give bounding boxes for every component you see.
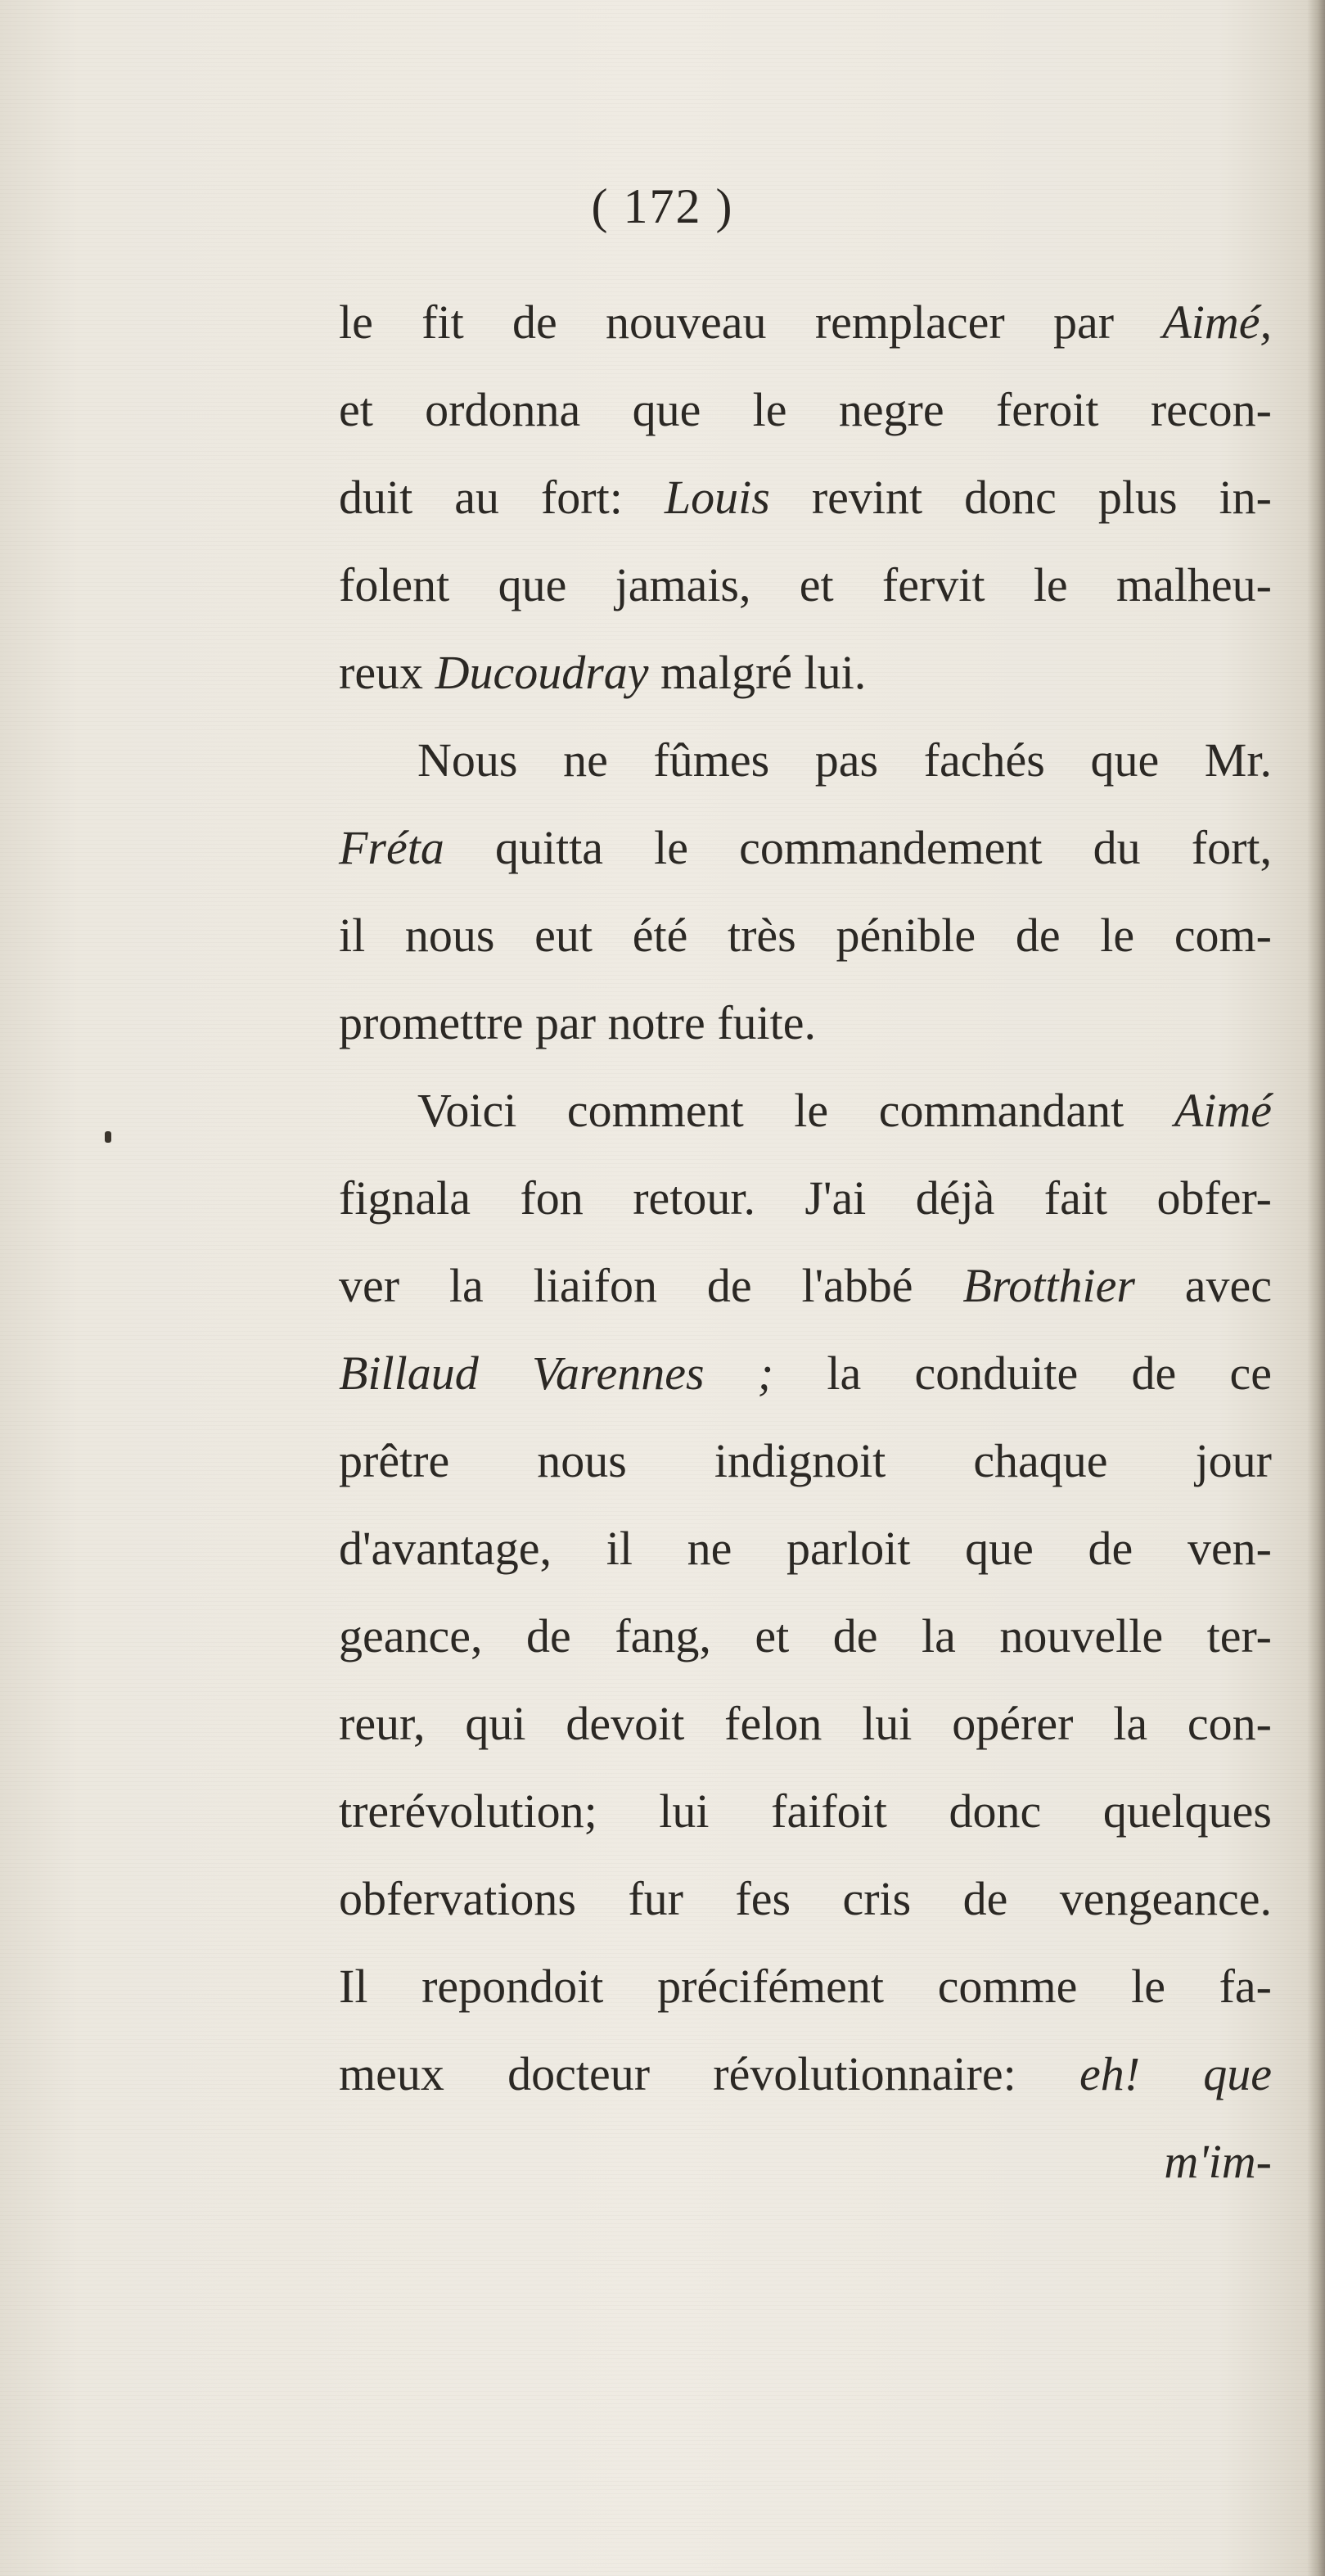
text-line (339, 716, 1272, 804)
italic-text: Billaud Varennes ; (339, 1347, 774, 1400)
text-segment: fignala fon retour. J'ai déjà fait obfer- (339, 1171, 1272, 1225)
text-line (339, 891, 1272, 979)
text-line (339, 1942, 1272, 2030)
text-line (339, 1067, 1272, 1154)
italic-text: Louis (664, 471, 770, 524)
italic-text: Brotthier (962, 1259, 1135, 1312)
text-line (339, 1154, 1272, 1242)
text-line (339, 278, 1272, 366)
text-segment: Voici comment le commandant (417, 1084, 1174, 1137)
italic-text: Ducoudray (435, 646, 649, 699)
italic-text: eh! que (1079, 2047, 1272, 2100)
text-line (339, 1329, 1272, 1417)
text-segment: duit au fort: (339, 471, 665, 524)
text-segment: trerévolution; lui faifoit donc quelques (339, 1784, 1272, 1838)
text-segment: le fit de nouveau remplacer par (339, 295, 1163, 349)
text-segment: geance, de fang, et de la nouvelle ter- (339, 1609, 1272, 1662)
italic-text: Fréta (339, 821, 444, 874)
text-line (339, 1242, 1272, 1329)
text-segment: malgré lui. (648, 646, 867, 699)
text-line (339, 1592, 1272, 1680)
body-text (339, 278, 1272, 2205)
text-line (339, 541, 1272, 629)
text-line (339, 1680, 1272, 1767)
text-segment: reux (339, 646, 435, 699)
text-segment: il nous eut été très pénible de le com- (339, 909, 1272, 962)
italic-text: Aimé, (1162, 295, 1272, 349)
text-segment: promettre par notre fuite. (339, 996, 816, 1049)
text-segment: Il repondoit précifément comme le fa- (339, 1960, 1272, 2013)
ink-mark (105, 1131, 111, 1143)
text-line (339, 1855, 1272, 1942)
text-line (339, 804, 1272, 891)
page-number: ( 172 ) (591, 179, 734, 233)
text-segment: avec (1134, 1259, 1273, 1312)
text-line (339, 629, 1272, 716)
text-segment: et ordonna que le negre feroit recon- (339, 383, 1272, 436)
text-line (339, 2030, 1272, 2118)
text-line (339, 366, 1272, 453)
text-segment: Nous ne fûmes pas fachés que Mr. (417, 733, 1272, 787)
text-line (339, 1505, 1272, 1592)
text-segment: la conduite de ce (773, 1347, 1272, 1400)
text-line (339, 979, 1272, 1067)
text-segment: ver la liaifon de l'abbé (339, 1259, 963, 1312)
text-segment: d'avantage, il ne parloit que de ven- (339, 1522, 1272, 1575)
text-line (339, 453, 1272, 541)
text-segment: obfervations fur fes cris de vengeance. (339, 1872, 1272, 1925)
text-segment: revint donc plus in- (769, 471, 1272, 524)
italic-text: Aimé (1174, 1084, 1272, 1137)
text-segment: quitta le commandement du fort, (444, 821, 1272, 874)
page-edge-shadow (1307, 0, 1325, 2576)
text-segment: folent que jamais, et fervit le malheu- (339, 558, 1272, 611)
text-segment: reur, qui devoit felon lui opérer la con- (339, 1697, 1272, 1750)
text-line (339, 1767, 1272, 1855)
text-segment: prêtre nous indignoit chaque jour (339, 1434, 1272, 1487)
text-line (339, 1417, 1272, 1505)
catchword: m'im- (1164, 2135, 1272, 2188)
text-segment: meux docteur révolutionnaire: (339, 2047, 1079, 2100)
